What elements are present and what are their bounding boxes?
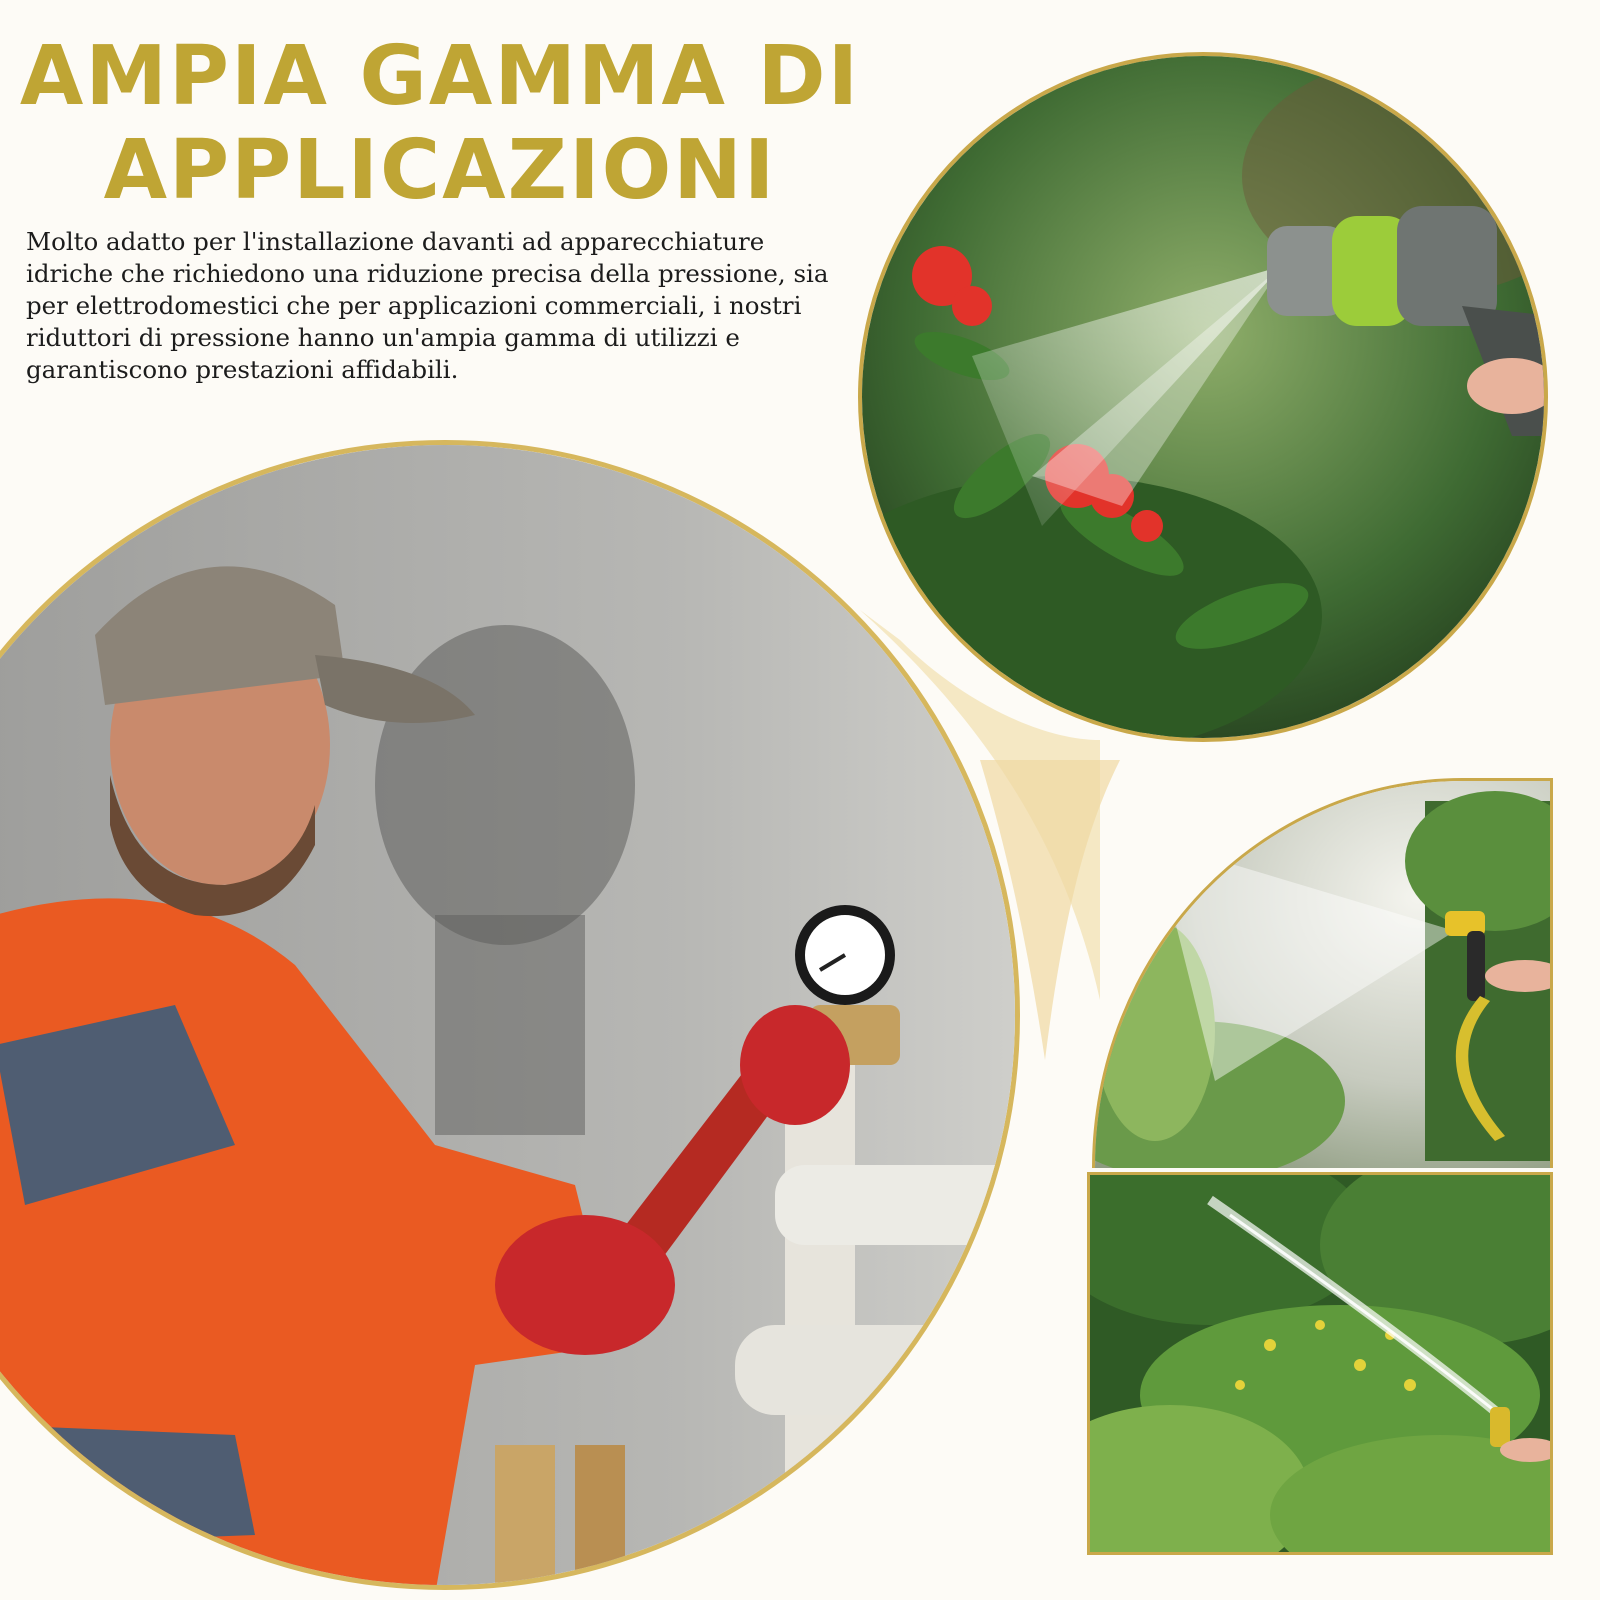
garden-spray-nozzle-photo bbox=[858, 52, 1548, 742]
headline-line-1: AMPIA GAMMA DI bbox=[19, 29, 861, 124]
headline-line-2: APPLICAZIONI bbox=[103, 123, 777, 218]
garden-hose-jet-photo bbox=[1087, 1172, 1553, 1555]
description-text: Molto adatto per l'installazione davanti ad apparecchiature idriche che richiedono una riduzione precisa della pressione, sia per elettrodomestici che per applicazioni commerciali, i nostri riduttori di pressione hanno un'ampia gamma di utilizzi e garantiscono prestazioni affidabili. bbox=[26, 227, 829, 384]
headline bbox=[0, 30, 880, 218]
